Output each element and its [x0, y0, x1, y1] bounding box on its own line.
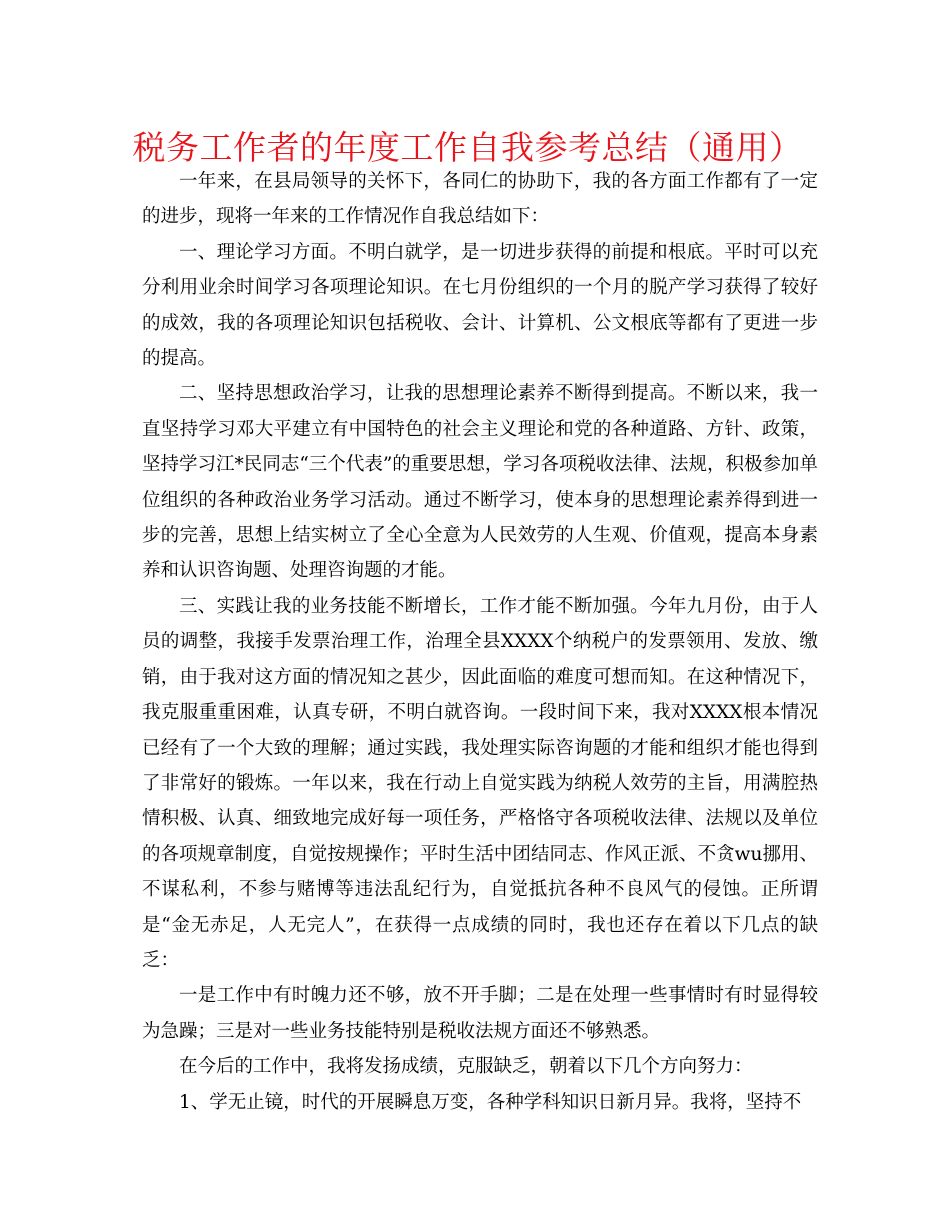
document-title: 税务工作者的年度工作自我参考总结（通用）: [132, 128, 803, 167]
paragraph-future-direction: 在今后的工作中，我将发扬成绩，克服缺乏，朝着以下几个方向努力：: [179, 1056, 753, 1078]
paragraph-item-1: 1、学无止镜，时代的开展瞬息万变，各种学科知识日新月异。我将，坚持不: [179, 1091, 802, 1113]
paragraph-shortcomings: 一是工作中有时魄力还不够，放不开手脚；二是在处理一些事情时有时显得较为急躁；三是对一些业务技能特别是税收法规方面还不够熟悉。: [142, 985, 818, 1042]
paragraph-political-study: 二、坚持思想政治学习，让我的思想理论素养不断得到提高。不断以来，我一直坚持学习邓大平建立有中国特色的社会主义理论和党的各种道路、方针、政策，坚持学习江*民同志“三个代表”的重要思想，学习各项税收法律、法规，积极参加单位组织的各种政治业务学习活动。通过不断学习，使本身的思想理论素养得到进一步的完善，思想上结实树立了全心全意为人民效劳的人生观、价值观，提高本身素养和认识咨询题、处理咨询题的才能。: [142, 383, 818, 582]
paragraph-theory-study: 一、理论学习方面。不明白就学，是一切进步获得的前提和根底。平时可以充分利用业余时间学习各项理论知识。在七月份组织的一个月的脱产学习获得了较好的成效，我的各项理论知识包括税收、会计、计算机、公文根底等都有了更进一步的提高。: [142, 241, 818, 370]
paragraph-practice: 三、实践让我的业务技能不断增长，工作才能不断加强。今年九月份，由于人员的调整，我接手发票治理工作，治理全县XXXX个纳税户的发票领用、发放、缴销，由于我对这方面的情况知之甚少，因此面临的难度可想而知。在这种情况下，我克服重重困难，认真专研，不明白就咨询。一段时间下来，我对XXXX根本情况已经有了一个大致的理解；通过实践，我处理实际咨询题的才能和组织才能也得到了非常好的锻炼。一年以来，我在行动上自觉实践为纳税人效劳的主旨，用满腔热情积极、认真、细致地完成好每一项任务，严格恪守各项税收法律、法规以及单位的各项规章制度，自觉按规操作；平时生活中团结同志、作风正派、不贪wu挪用、不谋私利，不参与赌博等违法乱纪行为，自觉抵抗各种不良风气的侵蚀。正所谓是“金无赤足，人无完人”，在获得一点成绩的同时，我也还存在着以下几点的缺乏：: [142, 595, 818, 971]
paragraph-intro: 一年来，在县局领导的关怀下，各同仁的协助下，我的各方面工作都有了一定的进步，现将一年来的工作情况作自我总结如下：: [142, 171, 818, 228]
document-body: [142, 164, 818, 1120]
